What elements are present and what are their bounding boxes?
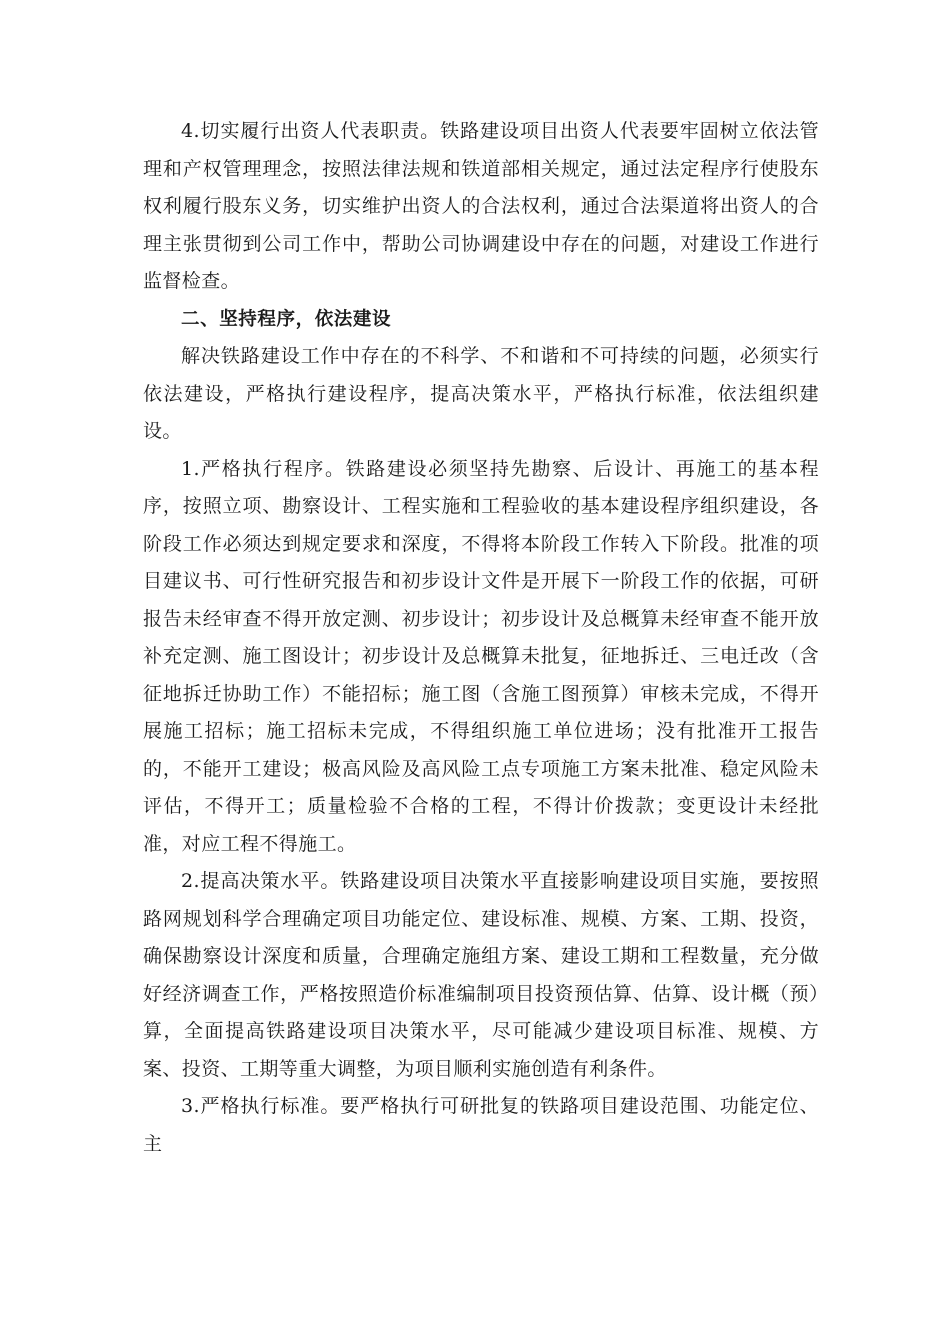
paragraph-strict-procedure: 1.严格执行程序。铁路建设必须坚持先勘察、后设计、再施工的基本程序，按照立项、勘察设计、工程实施和工程验收的基本建设程序组织建设，各阶段工作必须达到规定要求和深度，不得将本阶段工作转入下阶段。批准的项目建议书、可行性研究报告和初步设计文件是开展下一阶段工作的依据，可研报告未经审查不得开放定测、初步设计；初步设计及总概算未经审查不能开放补充定测、施工图设计；初步设计及总概算未批复，征地拆迁、三电迁改（含征地拆迁协助工作）不能招标；施工图（含施工图预算）审核未完成，不得开展施工招标；施工招标未完成，不得组织施工单位进场；没有批准开工报告的，不能开工建设；极高风险及高风险工点专项施工方案未批准、稳定风险未评估，不得开工；质量检验不合格的工程，不得计价拨款；变更设计未经批准，对应工程不得施工。 xyxy=(143,457,819,855)
section-heading: 二、坚持程序，依法建设 xyxy=(181,308,392,330)
paragraph-decision-making: 2.提高决策水平。铁路建设项目决策水平直接影响建设项目实施，要按照路网规划科学合理确定项目功能定位、建设标准、规模、方案、工期、投资，确保勘察设计深度和质量，合理确定施组方案、建设工期和工程数量，充分做好经济调查工作，严格按照造价标准编制项目投资预估算、估算、设计概（预）算，全面提高铁路建设项目决策水平，尽可能减少建设项目标准、规模、方案、投资、工期等重大调整，为项目顺利实施创造有利条件。 xyxy=(143,870,819,1080)
paragraph-shareholder-duties: 4.切实履行出资人代表职责。铁路建设项目出资人代表要牢固树立依法管理和产权管理理念，按照法律法规和铁道部相关规定，通过法定程序行使股东权利履行股东义务，切实维护出资人的合法权利，通过合法渠道将出资人的合理主张贯彻到公司工作中，帮助公司协调建设中存在的问题，对建设工作进行监督检查。 xyxy=(143,120,819,292)
paragraph-lawful-construction-intro: 解决铁路建设工作中存在的不科学、不和谐和不可持续的问题，必须实行依法建设，严格执行建设程序，提高决策水平，严格执行标准，依法组织建设。 xyxy=(143,345,819,442)
document-page xyxy=(143,113,819,1163)
paragraph-strict-standards: 3.严格执行标准。要严格执行可研批复的铁路项目建设范围、功能定位、主 xyxy=(143,1095,819,1155)
